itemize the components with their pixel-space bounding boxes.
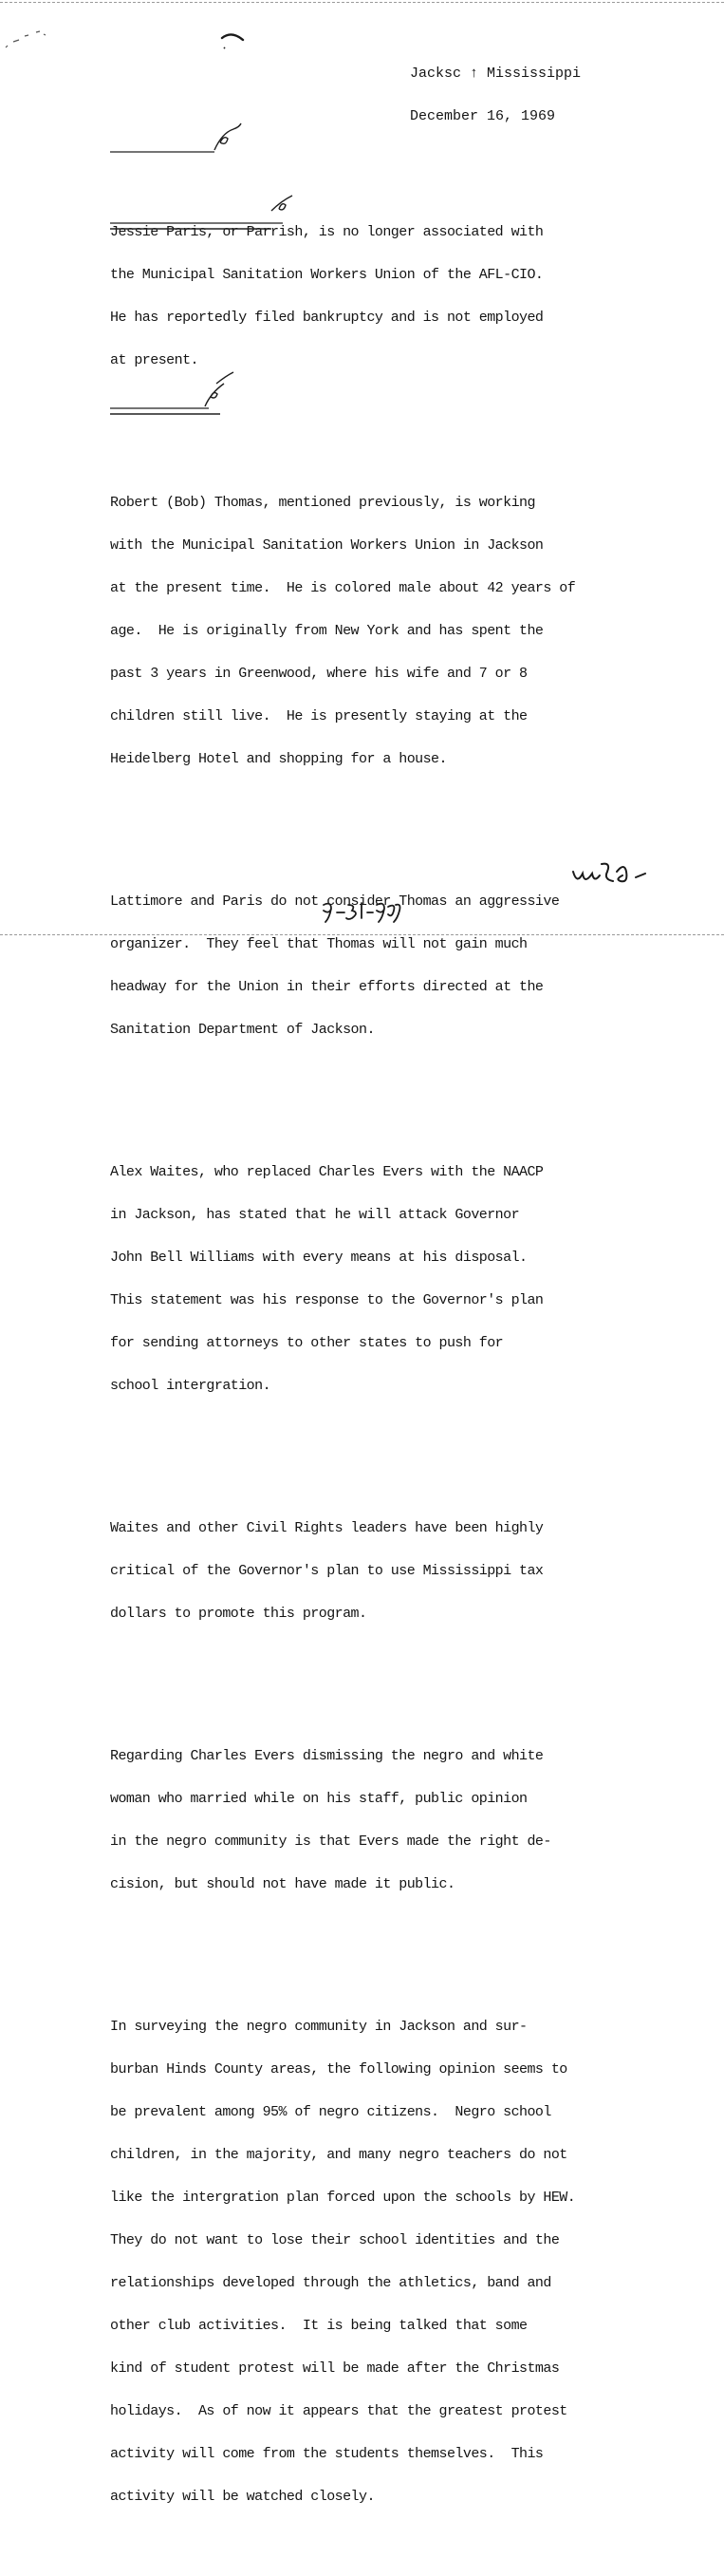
text-line: In surveying the negro community in Jackson and sur- — [110, 2019, 528, 2035]
text-line: past 3 years in Greenwood, where his wife and 7 or 8 — [110, 666, 528, 682]
text-line: be prevalent among 95% of negro citizens. Negro school — [110, 2104, 551, 2120]
text-line: Waites and other Civil Rights leaders have been highly — [110, 1520, 544, 1536]
bottom-edge-perforation — [0, 934, 724, 935]
paragraph-thomas — [110, 467, 575, 795]
paragraph-waites — [110, 1137, 575, 1421]
paragraph-lattimore — [110, 866, 575, 1065]
dateline — [410, 38, 581, 152]
text-line: cision, but should not have made it public. — [110, 1876, 455, 1892]
paragraph-paris — [110, 197, 575, 396]
text-line: age. He is originally from New York and has spent the — [110, 623, 544, 639]
text-line: in the negro community is that Evers made the right de- — [110, 1833, 551, 1850]
paragraph-evers — [110, 1720, 575, 1920]
handwritten-date — [318, 897, 403, 926]
top-edge-perforation — [0, 2, 724, 3]
paragraph-civil-rights — [110, 1493, 575, 1649]
memo-body — [110, 140, 575, 2575]
text-line: at present. — [110, 352, 198, 368]
text-line: for sending attorneys to other states to push for — [110, 1335, 504, 1351]
text-line: Heidelberg Hotel and shopping for a house. — [110, 751, 447, 767]
text-line: burban Hinds County areas, the following opinion seems to — [110, 2061, 567, 2078]
paragraph-survey — [110, 1991, 575, 2532]
text-line: critical of the Governor's plan to use Mississippi tax — [110, 1563, 544, 1579]
text-line: Robert (Bob) Thomas, mentioned previously, is working — [110, 495, 535, 511]
text-line: He has reportedly filed bankruptcy and is not employed — [110, 310, 544, 326]
text-line: headway for the Union in their efforts directed at the — [110, 979, 544, 995]
text-line: dollars to promote this program. — [110, 1606, 367, 1622]
text-line: They do not want to lose their school identities and the — [110, 2232, 560, 2248]
text-line: with the Municipal Sanitation Workers Union in Jackson — [110, 537, 544, 554]
text-line: kind of student protest will be made after the Christmas — [110, 2360, 560, 2377]
text-line: Jessie Paris, or Parrish, is no longer associated with — [110, 224, 544, 240]
text-line: This statement was his response to the Governor's plan — [110, 1292, 544, 1308]
text-line: the Municipal Sanitation Workers Union of the AFL-CIO. — [110, 267, 544, 283]
text-line: Lattimore and Paris do not consider Thomas an aggressive — [110, 893, 560, 910]
text-line: relationships developed through the athletics, band and — [110, 2275, 551, 2291]
handwritten-initials — [569, 855, 657, 893]
text-line: holidays. As of now it appears that the greatest protest — [110, 2403, 567, 2419]
text-line: activity will be watched closely. — [110, 2489, 375, 2505]
dateline-date: December 16, 1969 — [410, 108, 556, 124]
text-line: other club activities. It is being talked that some — [110, 2318, 528, 2334]
text-line: children, in the majority, and many negro teachers do not — [110, 2147, 567, 2163]
text-line: in Jackson, has stated that he will attack Governor — [110, 1207, 520, 1223]
margin-scribble-mark — [2, 27, 49, 55]
text-line: like the intergration plan forced upon the schools by HEW. — [110, 2190, 576, 2206]
text-line: Regarding Charles Evers dismissing the negro and white — [110, 1748, 544, 1764]
text-line: organizer. They feel that Thomas will not gain much — [110, 936, 528, 952]
top-pen-tick-mark — [218, 28, 247, 51]
text-line: at the present time. He is colored male about 42 years of — [110, 580, 576, 596]
text-line: Alex Waites, who replaced Charles Evers with the NAACP — [110, 1164, 544, 1180]
text-line: woman who married while on his staff, public opinion — [110, 1791, 528, 1807]
text-line: John Bell Williams with every means at his disposal. — [110, 1250, 528, 1266]
dateline-location: Jacksc ↑ Mississippi — [410, 66, 582, 82]
text-line: children still live. He is presently staying at the — [110, 708, 528, 724]
text-line: school intergration. — [110, 1378, 271, 1394]
text-line: activity will come from the students themselves. This — [110, 2446, 544, 2462]
text-line: Sanitation Department of Jackson. — [110, 1022, 375, 1038]
